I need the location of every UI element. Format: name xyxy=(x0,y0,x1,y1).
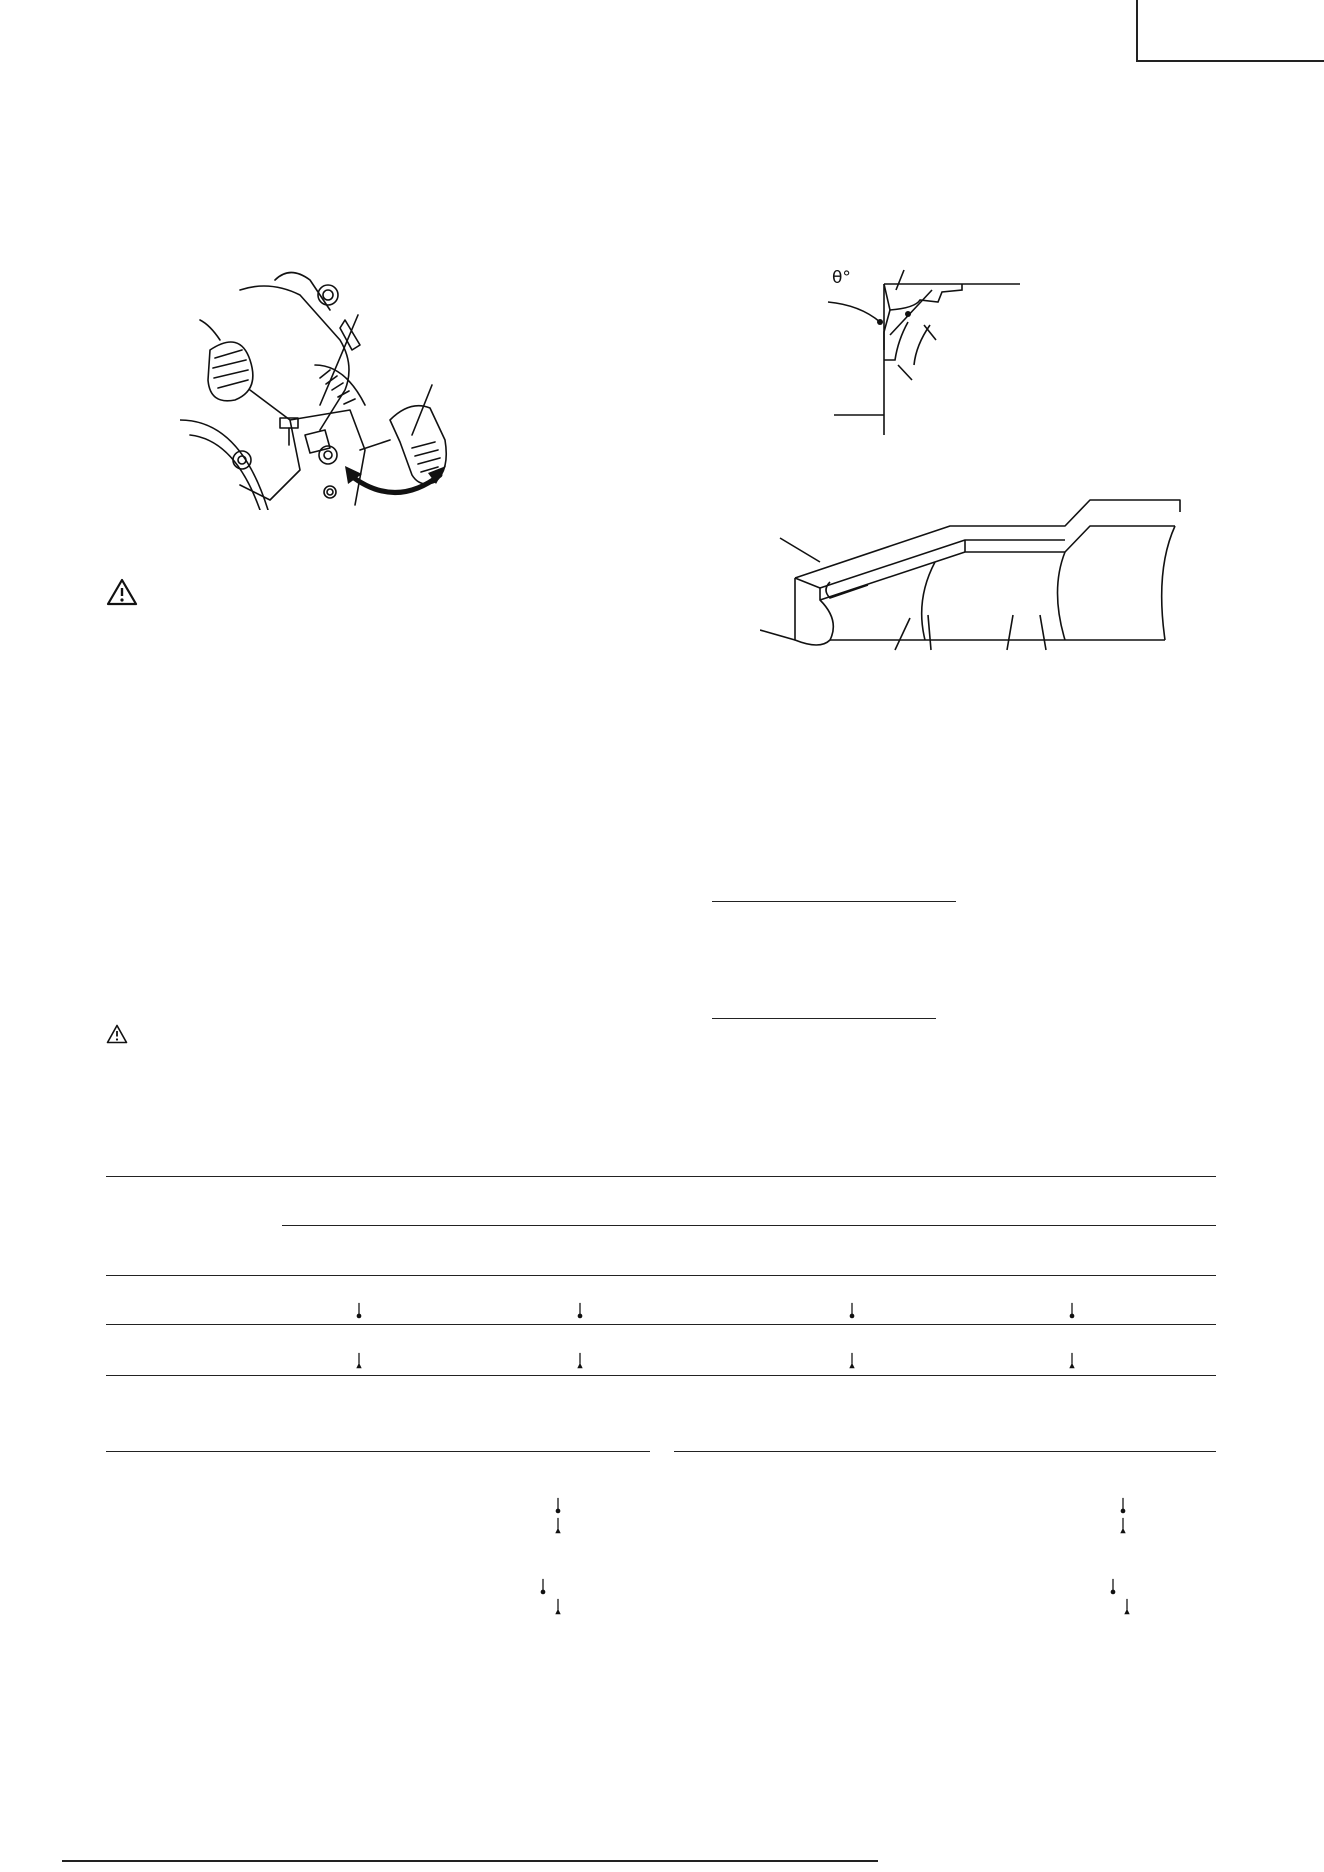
dot-stem-mark-icon xyxy=(1118,1497,1128,1515)
dot-stem-mark-icon xyxy=(847,1302,857,1320)
table-rule-subheader xyxy=(282,1225,1216,1226)
triangle-stem-mark-icon xyxy=(553,1598,563,1616)
section-rule-right xyxy=(674,1451,1216,1452)
dot-stem-mark-icon xyxy=(538,1578,548,1596)
triangle-stem-mark-icon xyxy=(553,1517,563,1535)
footer-rule xyxy=(62,1860,878,1862)
triangle-stem-mark-icon xyxy=(354,1352,364,1370)
dot-stem-mark-icon xyxy=(575,1302,585,1320)
triangle-stem-mark-icon xyxy=(847,1352,857,1370)
dot-stem-mark-icon xyxy=(553,1497,563,1515)
triangle-stem-mark-icon xyxy=(1118,1517,1128,1535)
warning-triangle-icon xyxy=(106,1024,128,1044)
table-rule xyxy=(106,1324,1216,1325)
table-rule xyxy=(106,1375,1216,1376)
underline-rule xyxy=(712,1018,936,1019)
table-rule xyxy=(106,1275,1216,1276)
dot-stem-mark-icon xyxy=(1108,1578,1118,1596)
crown-moulding-piece-illustration xyxy=(760,490,1190,660)
section-rule-left xyxy=(106,1451,650,1452)
dot-stem-mark-icon xyxy=(1067,1302,1077,1320)
triangle-stem-mark-icon xyxy=(1067,1352,1077,1370)
underline-rule xyxy=(712,901,956,902)
warning-triangle-icon xyxy=(106,578,138,606)
triangle-stem-mark-icon xyxy=(1122,1598,1132,1616)
table-rule-top xyxy=(106,1176,1216,1177)
triangle-stem-mark-icon xyxy=(575,1352,585,1370)
page-corner-tab xyxy=(1136,0,1324,62)
crown-moulding-angle-diagram xyxy=(820,250,1030,440)
dot-stem-mark-icon xyxy=(354,1302,364,1320)
angle-label: θ° xyxy=(832,268,851,288)
bevel-lever-illustration xyxy=(180,270,510,510)
